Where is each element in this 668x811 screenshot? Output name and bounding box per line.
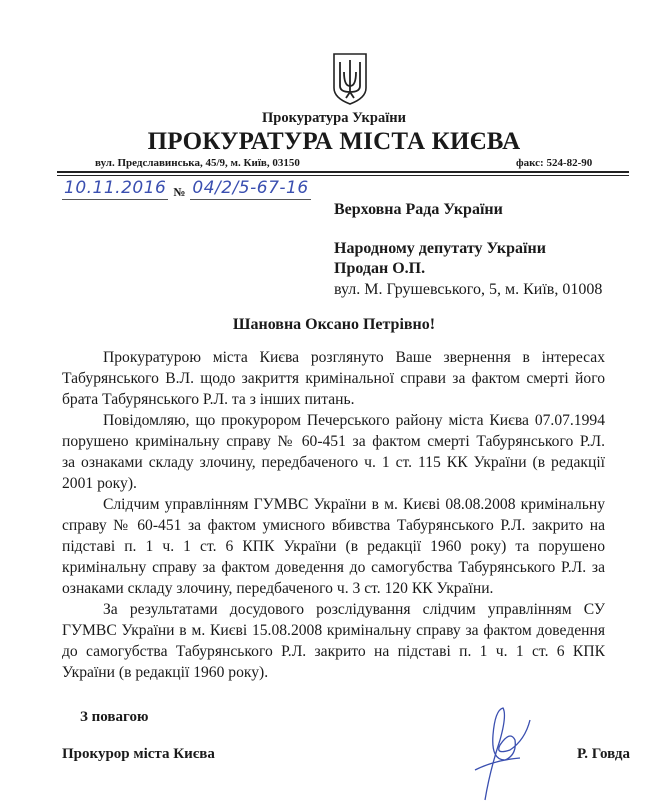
- greeting: Шановна Оксано Петрівно!: [232, 316, 436, 333]
- number-label: №: [173, 185, 186, 199]
- recipient-name: Продан О.П.: [334, 260, 426, 277]
- body-paragraph-2-line: порушено кримінальну справу № 60-451 за фактом смерті Табурянського Р.Л.: [62, 433, 605, 450]
- org-subtitle: Прокуратура України: [262, 110, 406, 126]
- body-paragraph-1-line: Прокуратурою міста Києва розглянуто Ваше звернення в інтересах: [103, 349, 605, 366]
- signer-name: Р. Говда: [577, 746, 630, 762]
- header-divider-thin: [57, 175, 629, 176]
- recipient-address: вул. М. Грушевського, 5, м. Київ, 01008: [334, 281, 603, 298]
- body-paragraph-4-line: до самогубства Табурянського Р.Л. закрито на підставі п. 1 ч. 1 ст. 6 КПК: [62, 643, 605, 660]
- registration-number: 04/2/5-67-16: [192, 178, 309, 198]
- registration-date: 10.11.2016: [64, 178, 167, 198]
- trident-emblem-icon: [331, 52, 369, 106]
- body-paragraph-1-line: Табурянського В.Л. щодо закриття кримінальної справи за фактом смерті його: [62, 370, 605, 387]
- body-paragraph-3-line: кримінальну справу за фактом доведення до самогубства Табурянського Р.Л. за: [62, 559, 605, 576]
- body-paragraph-4-line: України (в редакції 1960 року).: [62, 664, 269, 681]
- body-paragraph-3-line: підставі п. 1 ч. 1 ст. 6 КПК України (в редакції 1960 року) та порушено: [62, 538, 605, 555]
- org-fax: факс: 524-82-90: [516, 157, 593, 169]
- body-paragraph-2-line: за ознаками складу злочину, передбаченого ч. 1 ст. 115 КК України (в редакції: [62, 454, 605, 471]
- body-paragraph-4-line: ГУМВС України в м. Києві 15.08.2008 кримінальну справу за фактом доведення: [62, 622, 605, 639]
- recipient-organization: Верховна Рада України: [334, 201, 503, 218]
- body-paragraph-3-line: ознаками складу злочину, передбаченого ч. 3 ст. 120 КК України.: [62, 580, 494, 597]
- body-paragraph-3-line: Слідчим управлінням ГУМВС України в м. Києві 08.08.2008 кримінальну: [103, 496, 605, 513]
- org-title: ПРОКУРАТУРА МІСТА КИЄВА: [147, 128, 521, 155]
- recipient-position: Народному депутату України: [334, 240, 546, 257]
- body-paragraph-3-line: справу № 60-451 за фактом умисного вбивства Табурянського Р.Л. закрито на: [62, 517, 605, 534]
- org-address: вул. Предславинська, 45/9, м. Київ, 03150: [95, 157, 300, 169]
- body-paragraph-2-line: 2001 року).: [62, 475, 137, 492]
- header-divider: [57, 171, 629, 173]
- body-paragraph-1-line: брата Табурянського Р.Л. та з інших питань.: [62, 391, 355, 408]
- registration-row: [62, 178, 311, 200]
- closing-regards: З повагою: [80, 709, 149, 725]
- signer-title: Прокурор міста Києва: [62, 746, 215, 762]
- handwritten-signature: [455, 700, 535, 805]
- body-paragraph-4-line: За результатами досудового розслідування слідчим управлінням СУ: [103, 601, 605, 618]
- body-paragraph-2-line: Повідомляю, що прокурором Печерського району міста Києва 07.07.1994: [103, 412, 605, 429]
